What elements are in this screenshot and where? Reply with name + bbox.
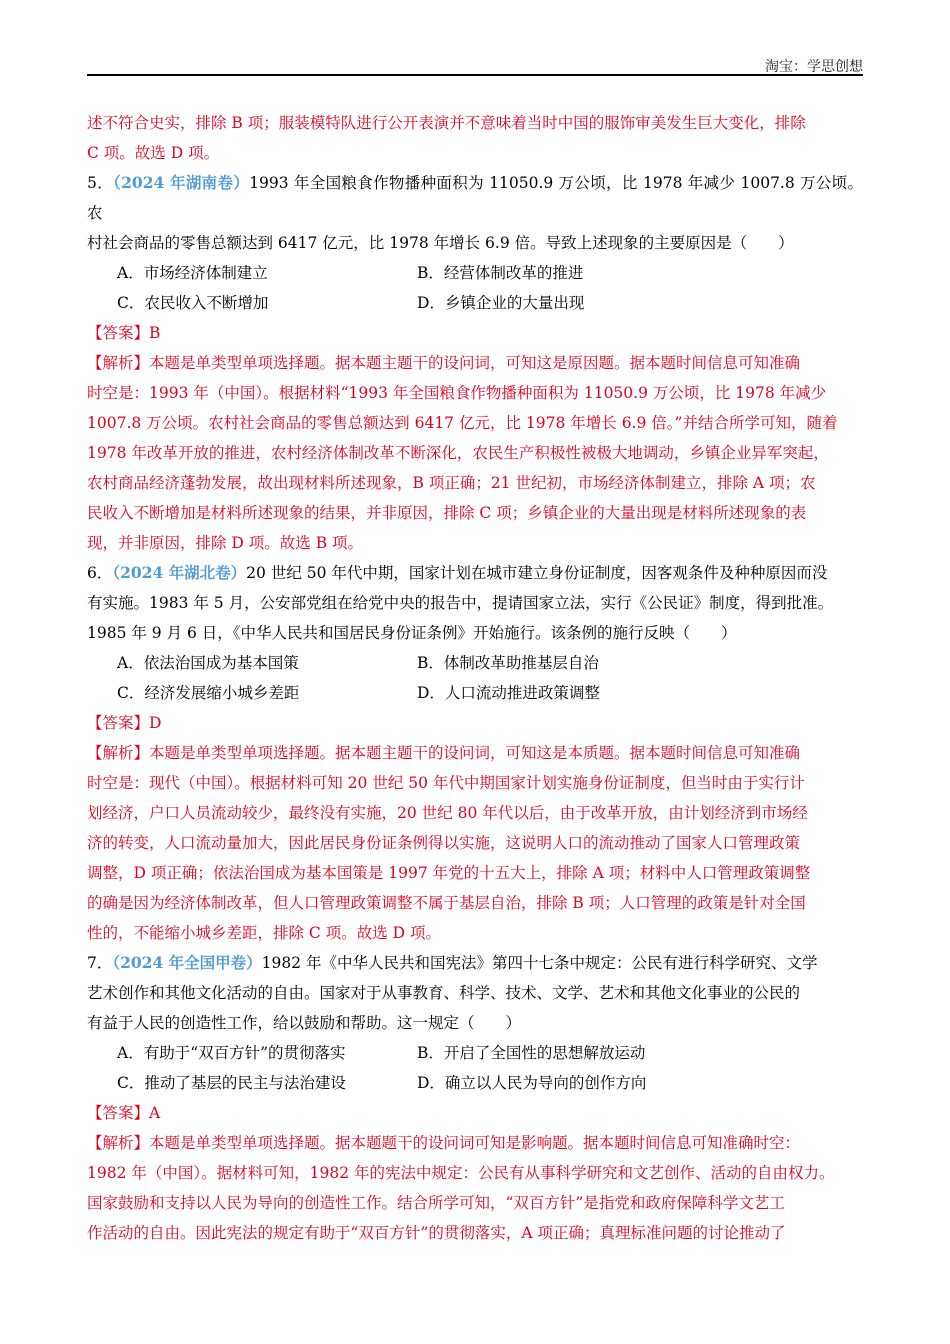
text-line: 划经济，户口人员流动较少，最终没有实施，20 世纪 80 年代以后，由于改革开放，由计划经济到市场经 (87, 804, 808, 822)
question-number: 5． (87, 174, 114, 192)
question-number: 6． (87, 564, 113, 582)
content (87, 108, 863, 1248)
text-line: 【解析】本题是单类型单项选择题。据本题题干的设问词可知是影响题。据本题时间信息可知准确时空： (87, 1134, 801, 1152)
question-source: （2024 年湖北卷） (112, 563, 247, 582)
stem-line: 有益于人民的创造性工作，给以鼓励和帮助。这一规定（ ） (87, 1014, 522, 1032)
question-source: （2024 年湖南卷） (113, 173, 250, 192)
text-line: 农村商品经济蓬勃发展，故出现材料所述现象，B 项正确；21 世纪初，市场经济体制建立，排除 A 项；农 (87, 474, 816, 492)
options (87, 1038, 863, 1098)
analysis (87, 738, 863, 948)
option-a: A．依法治国成为基本国策 (117, 654, 299, 672)
option-b: B．开启了全国性的思想解放运动 (417, 1044, 646, 1062)
text-line: 现，并非原因，排除 D 项。故选 B 项。 (87, 534, 364, 552)
text-line: 1982 年（中国）。据材料可知，1982 年的宪法中规定：公民有从事科学研究和文艺创作、活动的自由权力。 (87, 1164, 835, 1182)
text-line: 时空是：1993 年（中国）。根据材料“1993 年全国粮食作物播种面积为 11050.9 万公顷，比 1978 年减少 (87, 384, 827, 402)
option-a: A．市场经济体制建立 (117, 264, 268, 282)
text-line: 济的转变，人口流动量加大，因此居民身份证条例得以实施，这说明人口的流动推动了国家人口管理政策 (87, 834, 801, 852)
stem-text: 1982 年《中华人民共和国宪法》第四十七条中规定：公民有进行科学研究、文学 (261, 954, 818, 972)
analysis (87, 1128, 863, 1248)
option-a: A．有助于“双百方针”的贯彻落实 (117, 1044, 346, 1062)
text-line: 作活动的自由。因此宪法的规定有助于“双百方针”的贯彻落实，A 项正确；真理标准问题的讨论推动了 (87, 1224, 786, 1242)
stem-text: 20 世纪 50 年代中期，国家计划在城市建立身份证制度，因客观条件及种种原因而没 (246, 564, 828, 582)
text-line: 1007.8 万公顷。农村社会商品的零售总额达到 6417 亿元，比 1978 年增长 6.9 倍。”并结合所学可知，随着 (87, 414, 838, 432)
question-6 (87, 558, 863, 948)
option-b: B．经营体制改革的推进 (417, 264, 584, 282)
option-d: D．确立以人民为导向的创作方向 (417, 1074, 647, 1092)
question-7 (87, 948, 863, 1248)
option-b: B．体制改革助推基层自治 (417, 654, 599, 672)
option-d: D．人口流动推进政策调整 (417, 684, 600, 702)
stem-line: 1985 年 9 月 6 日，《中华人民共和国居民身份证条例》开始施行。该条例的施行反映（ ） (87, 624, 737, 642)
options (87, 258, 863, 318)
question-5 (87, 168, 863, 558)
text-line: C 项。故选 D 项。 (87, 144, 220, 162)
stem-line: 有实施。1983 年 5 月，公安部党组在给党中央的报告中，提请国家立法，实行《公民证》制度，得到批准。 (87, 594, 834, 612)
stem-text: 1993 年全国粮食作物播种面积为 11050.9 万公顷，比 1978 年减少 1007.8 万公顷。农 (87, 174, 863, 222)
question-stem (87, 948, 863, 978)
question-source: （2024 年全国甲卷） (112, 953, 262, 972)
question-stem (87, 558, 863, 588)
answer: 【答案】B (87, 324, 161, 342)
header-text: 淘宝：学思创想 (765, 59, 863, 75)
option-d: D．乡镇企业的大量出现 (417, 294, 585, 312)
text-line: 的确是因为经济体制改革，但人口管理政策调整不属于基层自治，排除 B 项；人口管理的政策是针对全国 (87, 894, 806, 912)
question-number: 7． (87, 954, 113, 972)
option-c: C．推动了基层的民主与法治建设 (117, 1074, 346, 1092)
text-line: 【解析】本题是单类型单项选择题。据本题主题干的设问词，可知这是原因题。据本题时间信息可知准确 (87, 354, 801, 372)
header-rule (87, 74, 863, 76)
intro-block (87, 108, 863, 168)
question-stem (87, 168, 863, 228)
stem-line: 村社会商品的零售总额达到 6417 亿元，比 1978 年增长 6.9 倍。导致上述现象的主要原因是（ ） (87, 234, 794, 252)
options (87, 648, 863, 708)
text-line: 时空是：现代（中国）。根据材料可知 20 世纪 50 年代中期国家计划实施身份证制度，但当时由于实行计 (87, 774, 805, 792)
analysis (87, 348, 863, 558)
option-c: C．经济发展缩小城乡差距 (117, 684, 300, 702)
answer: 【答案】A (87, 1104, 161, 1122)
text-line: 1978 年改革开放的推进，农村经济体制改革不断深化，农民生产积极性被极大地调动，乡镇企业异军突起， (87, 444, 829, 462)
text-line: 述不符合史实，排除 B 项；服装模特队进行公开表演并不意味着当时中国的服饰审美发生巨大变化，排除 (87, 114, 806, 132)
text-line: 民收入不断增加是材料所述现象的结果，并非原因，排除 C 项；乡镇企业的大量出现是材料所述现象的表 (87, 504, 807, 522)
option-c: C．农民收入不断增加 (117, 294, 269, 312)
stem-line: 艺术创作和其他文化活动的自由。国家对于从事教育、科学、技术、文学、艺术和其他文化事业的公民的 (87, 984, 801, 1002)
text-line: 调整，D 项正确；依法治国成为基本国策是 1997 年党的十五大上，排除 A 项；材料中人口管理政策调整 (87, 864, 811, 882)
text-line: 【解析】本题是单类型单项选择题。据本题主题干的设问词，可知这是本质题。据本题时间信息可知准确 (87, 744, 801, 762)
text-line: 性的，不能缩小城乡差距，排除 C 项。故选 D 项。 (87, 924, 441, 942)
text-line: 国家鼓励和支持以人民为导向的创造性工作。结合所学可知，“双百方针”是指党和政府保障科学文艺工 (87, 1194, 785, 1212)
answer: 【答案】D (87, 714, 162, 732)
